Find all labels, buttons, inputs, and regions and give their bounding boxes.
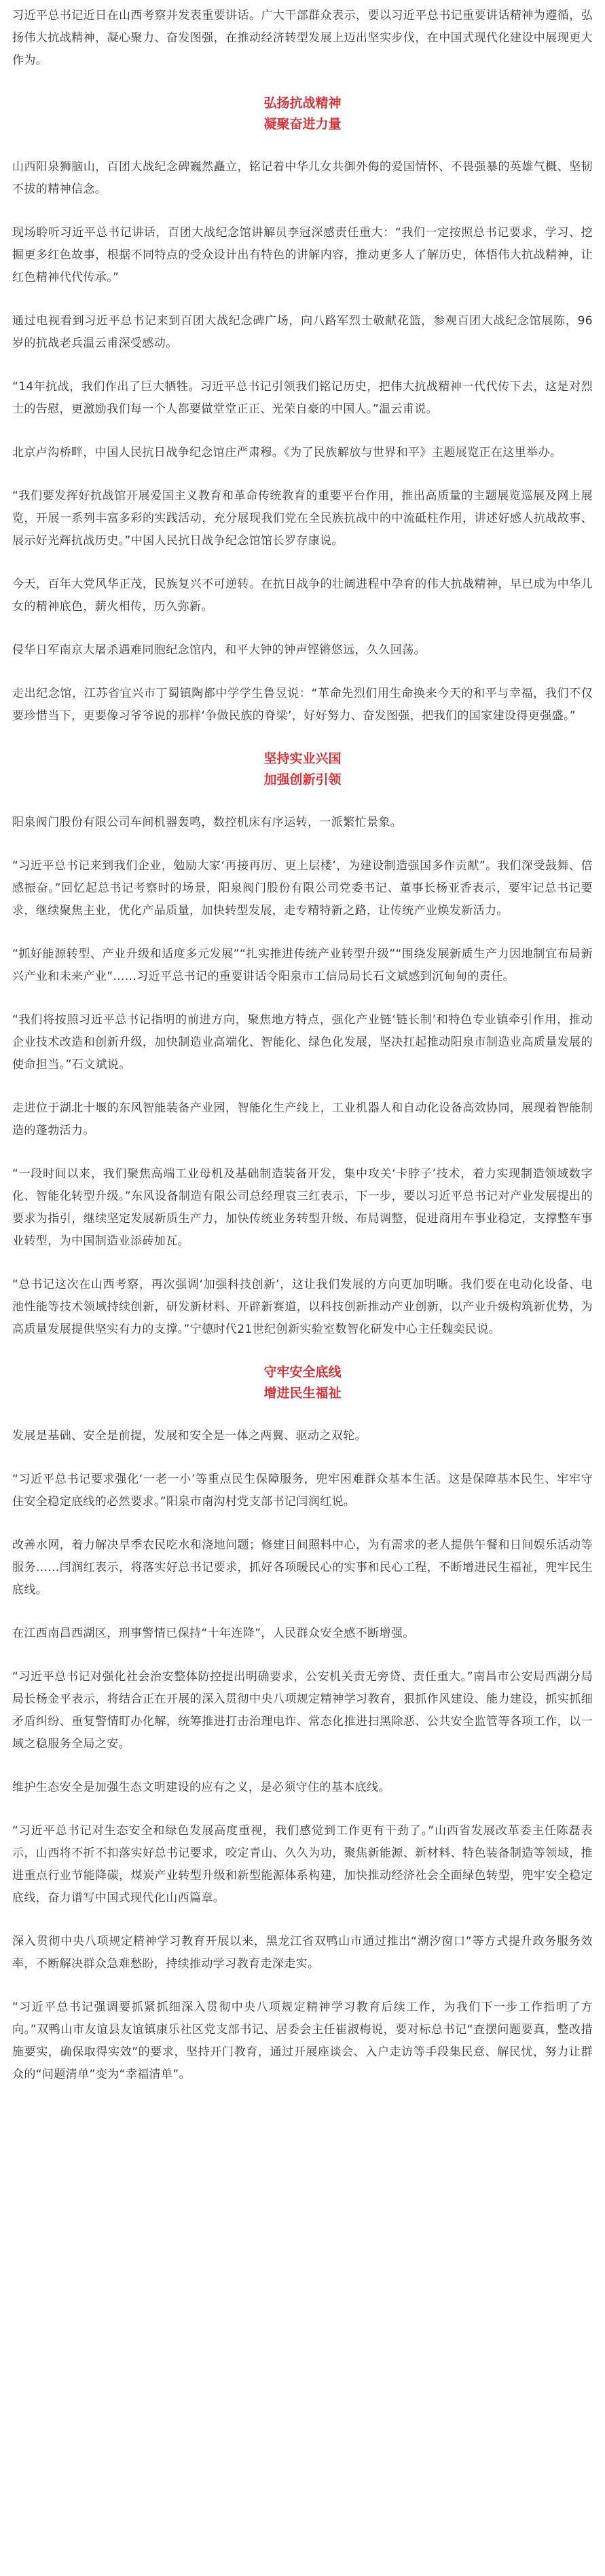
section-heading-line: 增进民生福祉: [263, 1386, 342, 1401]
paragraph: “抓好能源转型、产业升级和适度多元发展”“扎实推进传统产业转型升级”“围绕发展新质生产力因地制宜布局新兴产业和未来产业”……习近平总书记的重要讲话令阳泉市工信局局长石文斌感到沉甸甸的责任。: [12, 947, 593, 983]
paragraph: 走出纪念馆，江苏省宜兴市丁蜀镇陶都中学学生鲁昱说：“革命先烈们用生命换来今天的和平与幸福，我们不仅要珍惜当下，更要像习爷爷说的那样‘争做民族的脊梁’，好好努力、奋发图强，把我们的国家建设得更强盛。”: [12, 687, 593, 723]
paragraph: 现场聆听习近平总书记讲话，百团大战纪念馆讲解员李冠深感责任重大：“我们一定按照总书记要求，学习、挖掘更多红色故事，根据不同特点的受众设计出有特色的讲解内容，推动更多人了解历史，体悟伟大抗战精神，让红色精神代代传承。”: [12, 226, 593, 284]
paragraph: “一段时间以来，我们聚焦高端工业母机及基础制造装备开发，集中攻关‘卡脖子’技术，着力实现制造领域数字化、智能化转型升级。”东风设备制造有限公司总经理袁三红表示，下一步，要以习近平总书记对产业发展提出的要求为指引，继续坚定发展新质生产力，加快传统业务转型升级、布局调整，促进商用车事业稳定，支撑整车事业转型，为中国制造业添砖加瓦。: [12, 1167, 593, 1248]
paragraph: “习近平总书记来到我们企业，勉励大家‘再接再厉、更上层楼’，为建设制造强国多作贡献”。我们深受鼓舞、倍感振奋。”回忆起总书记考察时的场景，阳泉阀门股份有限公司党委书记、董事长杨亚香表示，要牢记总书记要求，继续聚焦主业，优化产品质量，加快转型发展，走专精特新之路，让传统产业焕发新活力。: [12, 859, 593, 917]
paragraph: 在江西南昌西湖区，刑事警情已保持“十年连降”，人民群众安全感不断增强。: [12, 1627, 415, 1640]
paragraph: 习近平总书记近日在山西考察并发表重要讲话。广大干部群众表示，要以习近平总书记重要讲话精神为遵循，弘扬伟大抗战精神，凝心聚力、奋发图强，在推动经济转型发展上迈出坚实步伐，在中国式现代化建设中展现更大作为。: [12, 9, 593, 67]
paragraph: 今天，百年大党风华正茂，民族复兴不可逆转。在抗日战争的壮阔进程中孕育的伟大抗战精神，早已成为中华儿女的精神底色，薪火相传，历久弥新。: [12, 577, 593, 613]
section-heading: [12, 1362, 593, 1404]
section-heading-line: 守牢安全底线: [263, 1365, 342, 1380]
paragraph: 侵华日军南京大屠杀遇难同胞纪念馆内，和平大钟的钟声铿锵悠远，久久回荡。: [12, 643, 426, 657]
paragraph: “我们要发挥好抗战馆开展爱国主义教育和革命传统教育的重要平台作用，推出高质量的主题展览巡展及网上展览，开展一系列丰富多彩的实践活动，充分展现我们党在全民族抗战中的中流砥柱作用，讲述好感人抗战故事、展示好光辉抗战历史。”中国人民抗日战争纪念馆馆长罗存康说。: [12, 489, 593, 548]
paragraph: 山西阳泉狮脑山，百团大战纪念碑巍然矗立，铭记着中华儿女共御外侮的爱国情怀、不畏强暴的英雄气概、坚韧不拔的精神信念。: [12, 160, 593, 196]
paragraph: 走进位于湖北十堰的东风智能装备产业园，智能化生产线上，工业机器人和自动化设备高效协同，展现着智能制造的蓬勃活力。: [12, 1101, 593, 1137]
paragraph: “习近平总书记对生态安全和绿色发展高度重视，我们感觉到工作更有干劲了。”山西省发展改革委主任陈磊表示，山西将不折不扣落实好总书记要求，咬定青山、久久为功，聚焦新能源、新材料、特色装备制造等领域，推进重点行业节能降碳，煤炭产业转型升级和新型能源体系构建，加快推动经济社会全面绿色转型，兜牢安全稳定底线，奋力谱写中国式现代化山西篇章。: [12, 1824, 593, 1905]
paragraph: 北京卢沟桥畔，中国人民抗日战争纪念馆庄严肃穆。《为了民族解放与世界和平》主题展览正在这里举办。: [12, 446, 562, 459]
paragraph: “习近平总书记强调要抓紧抓细深入贯彻中央八项规定精神学习教育后续工作，为我们下一步工作指明了方向。”双鸭山市友谊县友谊镇康乐社区党支部书记、居委会主任崔淑梅说，要对标总书记“查摆问题要真，整改措施要实，确保取得实效”的要求，坚持开门教育，通过开展座谈会、入户走访等手段集民意、解民忧，努力让群众的“问题清单”变为“幸福清单”。: [12, 2001, 593, 2081]
paragraph: “我们将按照习近平总书记指明的前进方向，聚焦地方特点，强化产业链‘链长制’和特色专业镇牵引作用，推动企业技术改造和创新升级，加快制造业高端化、智能化、绿色化发展，坚决扛起推动阳泉市制造业高质量发展的使命担当。”石文斌说。: [12, 1013, 593, 1072]
section-heading: [12, 93, 593, 135]
paragraph: 维护生态安全是加强生态文明建设的应有之义，是必须守住的基本底线。: [12, 1781, 390, 1794]
section-heading-line: 加强创新引领: [263, 772, 342, 787]
section-heading: [12, 749, 593, 791]
paragraph: “14年抗战，我们作出了巨大牺牲。习近平总书记引领我们铭记历史，把伟大抗战精神一代代传下去，这是对烈士的告慰，更激励我们每一个人都要做堂堂正正、光荣自豪的中国人。”温云甫说。: [12, 380, 593, 416]
paragraph: “习近平总书记要求强化‘一老一小’等重点民生保障服务，兜牢困难群众基本生活。这是保障基本民生、牢牢守住安全稳定底线的必然要求。”阳泉市南沟村党支部书记闫润红说。: [12, 1473, 593, 1509]
article: [0, 5, 605, 2086]
section-heading-line: 凝聚奋进力量: [263, 117, 342, 132]
paragraph: 深入贯彻中央八项规定精神学习教育开展以来，黑龙江省双鸭山市通过推出“潮汐窗口”等方式提升政务服务效率，不断解决群众急难愁盼，持续推动学习教育走深走实。: [12, 1935, 593, 1971]
paragraph: 改善水网，着力解决旱季农民吃水和浇地问题；修建日间照料中心，为有需求的老人提供午餐和日间娱乐活动等服务……闫润红表示，将落实好总书记要求，抓好各项暖民心的实事和民心工程，不断增进民生福祉，兜牢民生底线。: [12, 1538, 593, 1597]
paragraph: 发展是基础、安全是前提，发展和安全是一体之两翼、驱动之双轮。: [12, 1429, 367, 1443]
paragraph: 阳泉阀门股份有限公司车间机器轰鸣，数控机床有序运转，一派繁忙景象。: [12, 816, 403, 829]
paragraph: 通过电视看到习近平总书记来到百团大战纪念碑广场，向八路军烈士敬献花篮，参观百团大战纪念馆展陈，96岁的抗战老兵温云甫深受感动。: [12, 314, 593, 350]
section-heading-line: 弘扬抗战精神: [263, 96, 342, 111]
section-heading-line: 坚持实业兴国: [263, 751, 342, 766]
paragraph: “总书记这次在山西考察，再次强调‘加强科技创新’，这让我们发展的方向更加明晰。我们要在电动化设备、电池性能等技术领域持续创新，研发新材料、开辟新赛道，以科技创新推动产业创新，以产业升级构筑新优势，为高质量发展提供坚实有力的支撑。”宁德时代21世纪创新实验室数智化研发中心主任魏奕民说。: [12, 1278, 593, 1336]
paragraph: “习近平总书记对强化社会治安整体防控提出明确要求，公安机关责无旁贷、责任重大。”南昌市公安局西湖分局局长杨金平表示，将结合正在开展的深入贯彻中央八项规定精神学习教育，狠抓作风建设、能力建设，抓实抓细矛盾纠纷、重复警情盯办化解，统筹推进打击治理电诈、常态化推进扫黑除恶、公共安全监管等各项工作，以一域之稳服务全局之安。: [12, 1670, 593, 1751]
